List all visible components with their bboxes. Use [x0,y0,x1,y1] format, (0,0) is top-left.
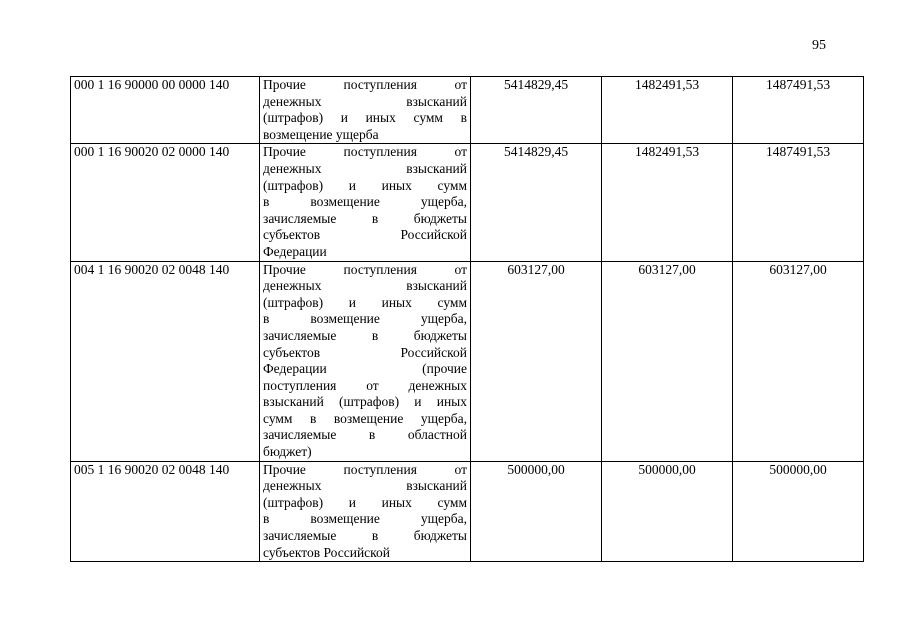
revenue-name-line: в возмещение ущерба, [263,511,467,527]
revenue-name-line: взысканий (штрафов) и иных [263,394,467,410]
budget-code-cell: 000 1 16 90020 02 0000 140 [71,144,260,261]
revenue-name-line: в возмещение ущерба, [263,311,467,327]
budget-code-cell: 000 1 16 90000 00 0000 140 [71,77,260,144]
revenue-name-line: Федерации [263,243,327,259]
revenue-name-line: зачисляемые в областной [263,427,467,443]
amount-cell-2: 1482491,53 [602,144,733,261]
revenue-name-line: Прочие поступления от [263,77,467,92]
revenue-name-line: бюджет) [263,444,312,460]
revenue-name-line: Федерации (прочие [263,361,467,377]
revenue-name-line: субъектов Российской [263,344,467,360]
revenue-name-line: денежных взысканий [263,278,467,294]
revenue-name-line: Прочие поступления от [263,144,467,160]
amount-cell-3: 1487491,53 [733,144,864,261]
table-row [71,261,864,461]
revenue-name-line: денежных взысканий [263,93,467,109]
revenue-name-line: в возмещение ущерба, [263,194,467,210]
budget-code-cell: 005 1 16 90020 02 0048 140 [71,461,260,562]
amount-cell-1: 5414829,45 [471,144,602,261]
table-body [71,77,864,562]
revenue-name-line: (штрафов) и иных сумм [263,494,467,510]
revenue-name-line: Прочие поступления от [263,461,467,477]
revenue-name-line: поступления от денежных [263,377,467,393]
revenue-name-cell [260,461,471,562]
revenue-name-line: субъектов Российской [263,227,467,243]
revenue-name-cell [260,144,471,261]
revenue-name-line: Прочие поступления от [263,261,467,277]
amount-cell-3: 603127,00 [733,261,864,461]
revenue-name-cell [260,261,471,461]
revenue-name-line: денежных взысканий [263,478,467,494]
amount-cell-1: 603127,00 [471,261,602,461]
revenue-name-line: зачисляемые в бюджеты [263,210,467,226]
amount-cell-1: 5414829,45 [471,77,602,144]
revenue-name-line: (штрафов) и иных сумм [263,177,467,193]
budget-code-cell: 004 1 16 90020 02 0048 140 [71,261,260,461]
table-row [71,144,864,261]
revenue-name-cell [260,77,471,144]
amount-cell-2: 1482491,53 [602,77,733,144]
revenue-name-line: субъектов Российской [263,544,391,560]
amount-cell-1: 500000,00 [471,461,602,562]
amount-cell-2: 500000,00 [602,461,733,562]
amount-cell-3: 500000,00 [733,461,864,562]
table-row [71,77,864,144]
revenue-name-line: зачисляемые в бюджеты [263,327,467,343]
revenue-name-line: возмещение ущерба [263,126,379,142]
revenue-name-line: сумм в возмещение ущерба, [263,410,467,426]
budget-revenue-table [70,76,864,562]
revenue-name-line: зачисляемые в бюджеты [263,528,467,544]
amount-cell-3: 1487491,53 [733,77,864,144]
page-number: 95 [812,38,826,53]
revenue-name-line: (штрафов) и иных сумм [263,294,467,310]
revenue-name-line: (штрафов) и иных сумм в [263,110,467,126]
revenue-name-line: денежных взысканий [263,160,467,176]
amount-cell-2: 603127,00 [602,261,733,461]
table-row [71,461,864,562]
